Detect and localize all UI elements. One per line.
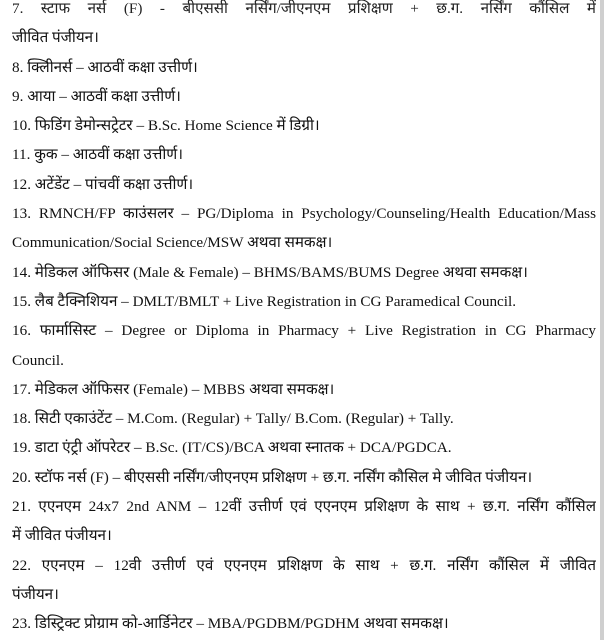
document-line: 19. डाटा एंट्री ऑपरेटर – B.Sc. (IT/CS)/BCA अथवा स्नातक + DCA/PGDCA. [12,439,452,457]
document-line: पंजीयन। [12,585,59,603]
document-line: 21. एएनएम 24x7 2nd ANM – 12वीं उत्तीर्ण एवं एएनएम प्रशिक्षण के साथ + छ.ग. नर्सिंग कौंसिल [12,498,596,516]
document-line: 7. स्टाफ नर्स (F) - बीएससी नर्सिंग/जीएनएम प्रशिक्षण + छ.ग. नर्सिंग कौंसिल में [12,0,596,17]
document-line: 9. आया – आठवीं कक्षा उत्तीर्ण। [12,87,181,105]
document-line: 22. एएनएम – 12वी उत्तीर्ण एवं एएनएम प्रशिक्षण के साथ + छ.ग. नर्सिंग कौंसिल में जीवित [12,556,596,574]
document-line: 15. लैब टैक्निशियन – DMLT/BMLT + Live Registration in CG Paramedical Council. [12,292,517,310]
document-line: जीवित पंजीयन। [12,29,99,47]
document-line: 17. मेडिकल ऑफिसर (Female) – MBBS अथवा समकक्ष। [12,380,335,398]
document-body [12,0,596,639]
page-edge [600,0,604,640]
document-line: 14. मेडिकल ऑफिसर (Male & Female) – BHMS/BAMS/BUMS Degree अथवा समकक्ष। [12,263,528,281]
document-line: Communication/Social Science/MSW अथवा समकक्ष। [12,234,333,252]
document-line: Council. [12,351,64,369]
document-line: 8. क्लिीनर्स – आठवीं कक्षा उत्तीर्ण। [12,58,198,76]
document-line: 11. कुक – आठवीं कक्षा उत्तीर्ण। [12,146,184,164]
document-line: 16. फार्मासिस्ट – Degree or Diploma in Pharmacy + Live Registration in CG Pharmacy [12,322,596,340]
document-line: 23. डिस्ट्रिक्ट प्रोग्राम को-आर्डिनेटर – MBA/PGDBM/PGDHM अथवा समकक्ष। [12,615,449,633]
document-line: 18. सिटी एकाउंटेंट – M.Com. (Regular) + Tally/ B.Com. (Regular) + Tally. [12,410,454,428]
document-line: 12. अटेंडेंट – पांचवीं कक्षा उत्तीर्ण। [12,175,194,193]
document-line: 13. RMNCH/FP काउंसलर – PG/Diploma in Psychology/Counseling/Health Education/Mass [12,205,596,223]
document-line: में जीवित पंजीयन। [12,527,112,545]
document-line: 10. फिडिंग डेमोन्सट्रेटर – B.Sc. Home Science में डिग्री। [12,117,320,135]
document-line: 20. स्टॉफ नर्स (F) – बीएससी नर्सिंग/जीएनएम प्रशिक्षण + छ.ग. नर्सिंग कौसिल मे जीवित पंजीयन। [12,468,533,486]
